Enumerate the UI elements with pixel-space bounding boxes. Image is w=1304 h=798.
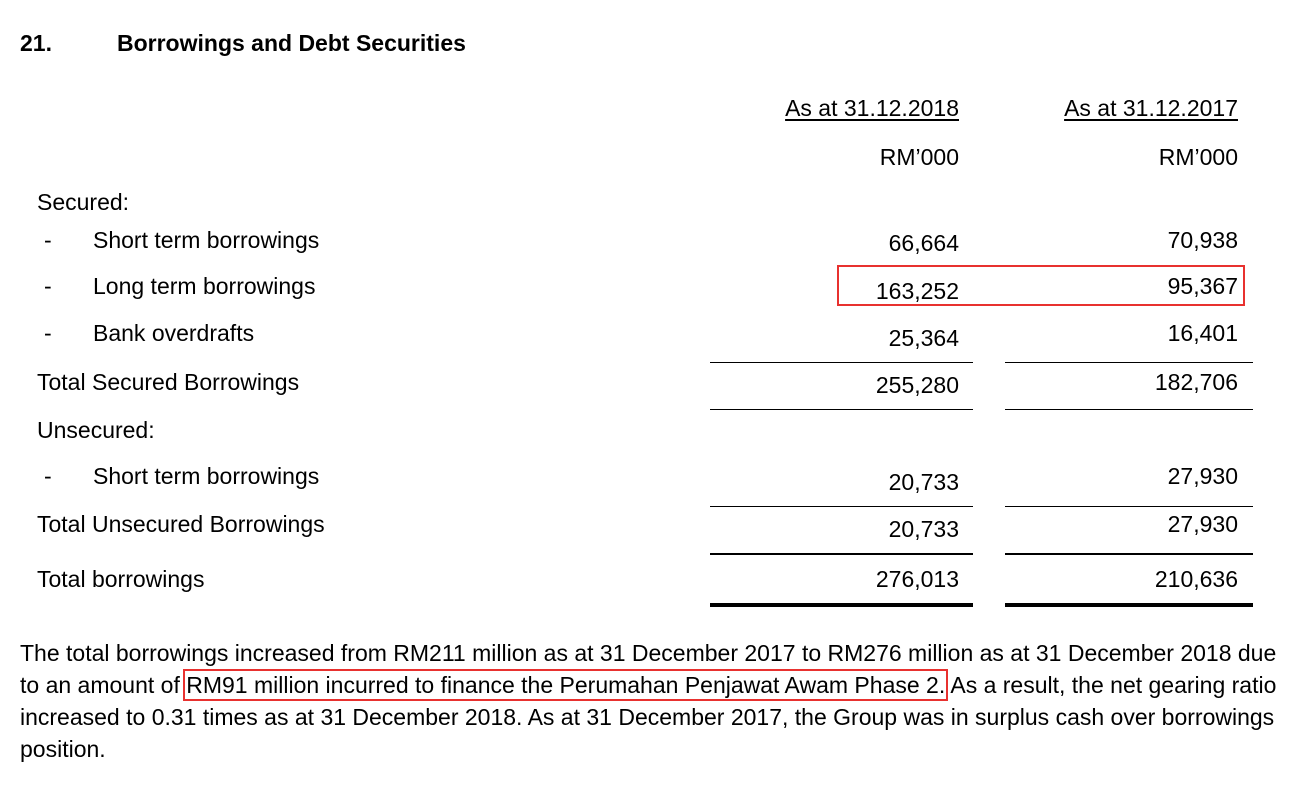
section-number: 21. <box>20 30 52 56</box>
value-2017-short-term-secured: 70,938 <box>1167 227 1238 253</box>
row-dash: - <box>44 320 52 346</box>
value-2017-short-term-unsecured: 27,930 <box>1167 463 1238 489</box>
divider-line <box>710 409 973 410</box>
row-label-short-term-unsecured: Short term borrowings <box>93 463 320 489</box>
column-unit-2017: RM’000 <box>1158 144 1238 170</box>
value-2018-short-term-unsecured: 20,733 <box>888 469 959 495</box>
row-dash: - <box>44 227 52 253</box>
paragraph-text-part1: The total borrowings increased from RM211 million as at 31 December 2017 to RM276 million as at 31 December 2018 due to an amount of <box>20 640 1277 698</box>
unsecured-label: Unsecured: <box>37 417 155 443</box>
row-dash: - <box>44 463 52 489</box>
divider-line <box>710 506 973 507</box>
paragraph-text-part2: As a result, the net gearing ratio increased to 0.31 times as at 31 December 2018. As at 31 December 2017, the Group was in surplus cash over borrowings position. <box>20 672 1277 762</box>
value-2017-bank-overdrafts: 16,401 <box>1167 320 1238 346</box>
divider-line <box>1005 409 1253 410</box>
row-label-bank-overdrafts: Bank overdrafts <box>93 320 255 346</box>
double-underline <box>710 603 973 607</box>
secured-label: Secured: <box>37 189 130 215</box>
section-title: Borrowings and Debt Securities <box>117 30 466 56</box>
commentary-paragraph <box>20 637 1282 765</box>
column-header-2018: As at 31.12.2018 <box>785 95 959 121</box>
value-2017-total-borrowings: 210,636 <box>1154 566 1238 592</box>
divider-line <box>710 553 973 555</box>
column-unit-2018: RM’000 <box>879 144 959 170</box>
row-label-short-term-secured: Short term borrowings <box>93 227 320 253</box>
row-label-long-term-secured: Long term borrowings <box>93 273 316 299</box>
value-2018-total-borrowings: 276,013 <box>875 566 959 592</box>
divider-line <box>1005 553 1253 555</box>
value-2018-short-term-secured: 66,664 <box>888 230 959 256</box>
column-header-2017: As at 31.12.2017 <box>1064 95 1238 121</box>
paragraph-highlighted-text: RM91 million incurred to finance the Perumahan Penjawat Awam Phase 2. <box>186 672 946 698</box>
divider-line <box>710 362 973 363</box>
double-underline <box>1005 603 1253 607</box>
value-2017-total-unsecured: 27,930 <box>1167 511 1238 537</box>
row-dash: - <box>44 273 52 299</box>
value-2017-long-term-secured: 95,367 <box>1167 273 1238 299</box>
value-2018-total-unsecured: 20,733 <box>888 516 959 542</box>
value-2018-total-secured: 255,280 <box>875 372 959 398</box>
row-label-total-borrowings: Total borrowings <box>37 566 205 592</box>
divider-line <box>1005 506 1253 507</box>
divider-line <box>1005 362 1253 363</box>
value-2017-total-secured: 182,706 <box>1154 369 1238 395</box>
value-2018-bank-overdrafts: 25,364 <box>888 325 959 351</box>
row-label-total-secured: Total Secured Borrowings <box>37 369 300 395</box>
value-2018-long-term-secured: 163,252 <box>875 278 959 304</box>
highlight-box-long-term <box>837 265 1245 306</box>
row-label-total-unsecured: Total Unsecured Borrowings <box>37 511 325 537</box>
